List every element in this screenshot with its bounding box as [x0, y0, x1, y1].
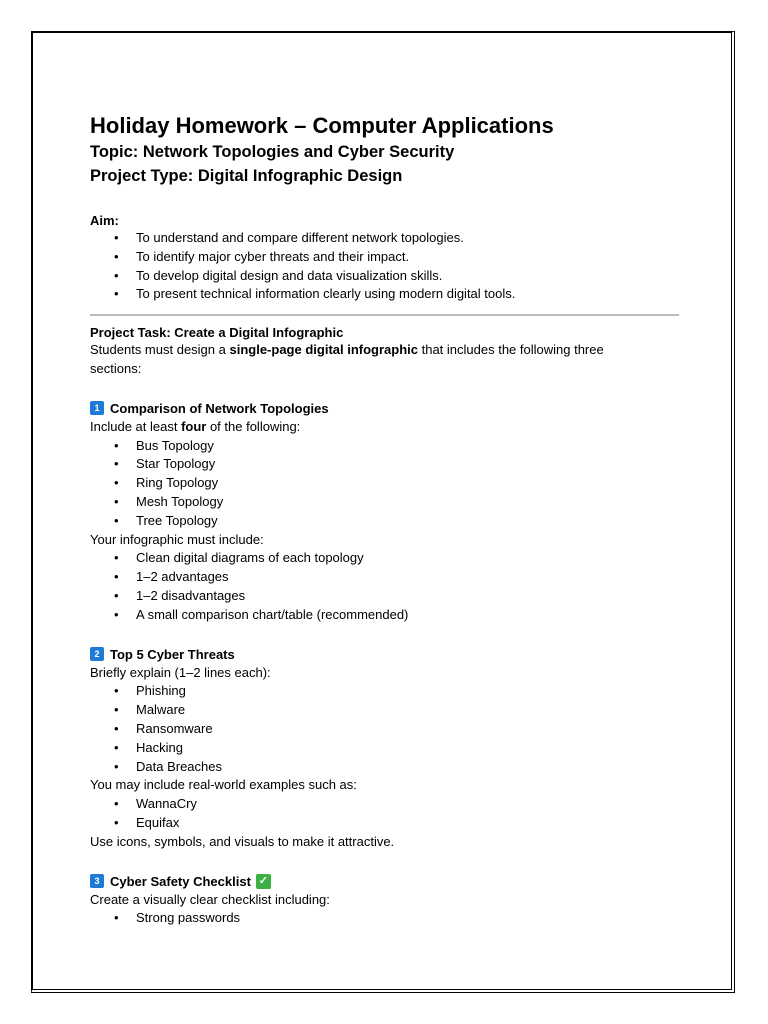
include-text-end: of the following: — [206, 418, 301, 434]
task-intro-text-end: that includes the following three sections: — [90, 342, 604, 376]
list-item: • 1–2 advantages — [90, 568, 690, 587]
topology-list — [90, 437, 690, 531]
section2-heading — [90, 645, 690, 664]
task-intro-bold: single-page digital infographic — [229, 342, 418, 358]
list-item: • 1–2 disadvantages — [90, 587, 690, 606]
include-text: Include at least — [90, 418, 182, 434]
aim-label: Aim: — [90, 213, 119, 228]
must-include-label: Your infographic must include: — [90, 531, 264, 547]
must-include-list — [90, 549, 690, 624]
number-one-icon: 1 — [90, 401, 104, 415]
document-content — [90, 112, 690, 928]
list-item: • Phishing — [90, 682, 690, 701]
list-item: • Strong passwords — [90, 909, 690, 928]
list-item: • Ring Topology — [90, 474, 690, 493]
list-item: • Star Topology — [90, 455, 690, 474]
threat-list — [90, 682, 690, 776]
section1-include — [90, 418, 690, 437]
task-label: Project Task: Create a Digital Infographic — [90, 325, 344, 341]
section2-closing: Use icons, symbols, and visuals to make it attractive. — [90, 833, 395, 849]
section2-explain: Briefly explain (1–2 lines each): — [90, 664, 271, 680]
document-title: Holiday Homework – Computer Applications — [90, 113, 554, 138]
section2-title: Top 5 Cyber Threats — [110, 646, 235, 662]
section1-heading — [90, 399, 690, 418]
section3-title: Cyber Safety Checklist — [110, 873, 251, 889]
section3-intro: Create a visually clear checklist including: — [90, 891, 330, 907]
task-intro-text: Students must design a — [90, 342, 230, 358]
section3-heading — [90, 872, 690, 891]
list-item: • To present technical information clearly using modern digital tools. — [90, 285, 690, 304]
list-item: • Tree Topology — [90, 512, 690, 531]
list-item: • Mesh Topology — [90, 493, 690, 512]
list-item: • To develop digital design and data visualization skills. — [90, 267, 690, 286]
examples-label: You may include real-world examples such as: — [90, 777, 357, 793]
project-type-heading: Project Type: Digital Infographic Design — [90, 167, 403, 185]
include-bold: four — [181, 418, 207, 434]
list-item: • Malware — [90, 701, 690, 720]
task-intro — [90, 341, 650, 379]
list-item: • Ransomware — [90, 720, 690, 739]
check-mark-icon: ✓ — [256, 874, 271, 889]
topic-heading: Topic: Network Topologies and Cyber Security — [90, 143, 455, 161]
number-two-icon: 2 — [90, 647, 104, 661]
section1-title: Comparison of Network Topologies — [110, 400, 329, 416]
aim-list — [90, 229, 690, 304]
list-item: • To identify major cyber threats and their impact. — [90, 248, 690, 267]
number-three-icon: 3 — [90, 874, 104, 888]
list-item: • Clean digital diagrams of each topology — [90, 549, 690, 568]
checklist — [90, 909, 690, 928]
list-item: • Bus Topology — [90, 437, 690, 456]
list-item: • Data Breaches — [90, 758, 690, 777]
list-item: • Equifax — [90, 814, 690, 833]
list-item: • WannaCry — [90, 795, 690, 814]
list-item: • Hacking — [90, 739, 690, 758]
examples-list — [90, 795, 690, 833]
list-item: • A small comparison chart/table (recommended) — [90, 606, 690, 625]
section-divider — [90, 314, 679, 316]
list-item: • To understand and compare different network topologies. — [90, 229, 690, 248]
